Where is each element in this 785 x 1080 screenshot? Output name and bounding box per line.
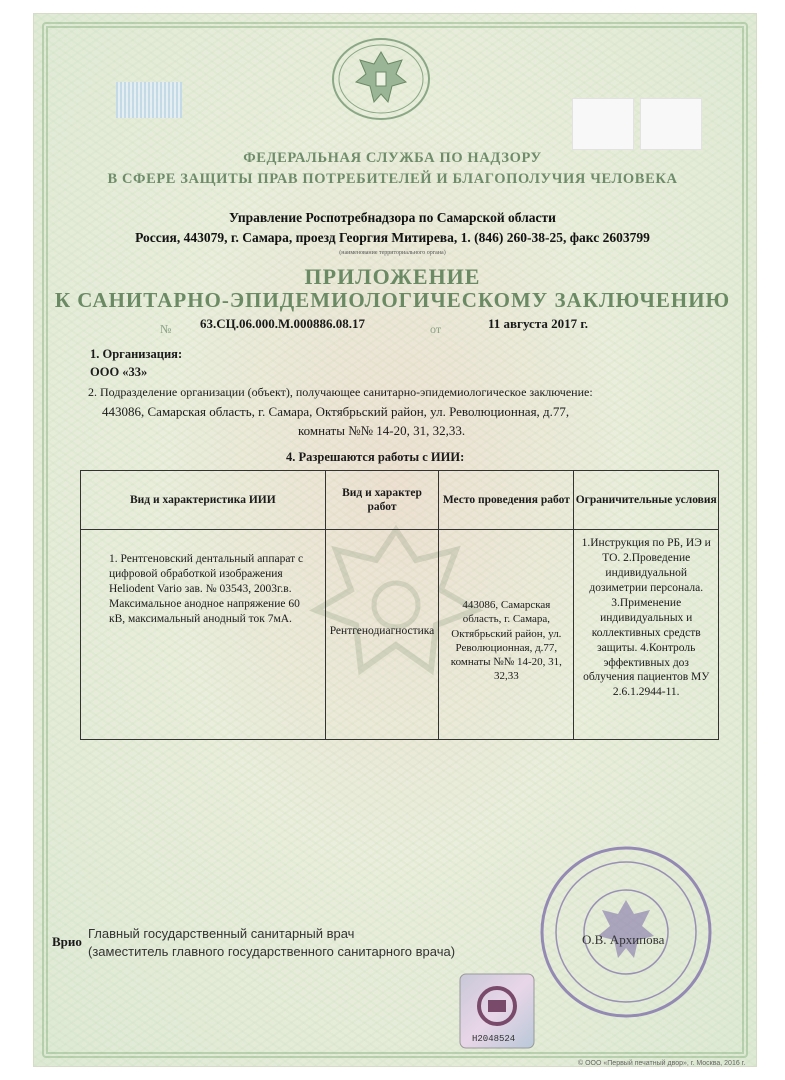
table-row xyxy=(81,530,719,740)
column-header-work-type: Вид и характер работ xyxy=(325,471,439,530)
date-label: от xyxy=(430,322,442,336)
registration-number: 63.СЦ.06.000.М.000886.08.17 xyxy=(200,316,366,331)
registration-date: 11 августа 2017 г. xyxy=(488,316,589,331)
work-type-text: Рентгенодиагностика xyxy=(329,625,435,637)
subdivision-label: 2. Подразделение организации (объект), получающее санитарно-эпидемиологическое заключение: xyxy=(88,385,593,399)
cell-conditions xyxy=(574,530,719,740)
column-header-location: Место проведения работ xyxy=(439,471,574,530)
signatory-name: О.В. Архипова xyxy=(582,932,665,947)
signatory-title: Главный государственный санитарный врач xyxy=(88,926,355,941)
cell-source xyxy=(81,530,326,740)
location-text: 443086, Самарская область, г. Самара, Октябрьский район, ул. Революционная, д.77, комнаты №№ 14-20, 31, 32,33 xyxy=(450,599,562,683)
signatory-subtitle: (заместитель главного государственного санитарного врача) xyxy=(88,944,456,959)
cell-work-type xyxy=(325,530,439,740)
agency-name-line1: ФЕДЕРАЛЬНАЯ СЛУЖБА ПО НАДЗОРУ xyxy=(243,150,542,166)
agency-name-line2: В СФЕРЕ ЗАЩИТЫ ПРАВ ПОТРЕБИТЕЛЕЙ И БЛАГОПОЛУЧИЯ ЧЕЛОВЕКА xyxy=(107,171,678,187)
blank-box xyxy=(572,98,634,150)
subdivision-address-line1: 443086, Самарская область, г. Самара, Октябрьский район, ул. Революционная, д.77, xyxy=(102,404,570,419)
department-address: Россия, 443079, г. Самара, проезд Георгия Митирева, 1. (846) 260-38-25, факс 2603799 xyxy=(135,230,650,245)
organization-name: ООО «33» xyxy=(90,365,148,379)
column-header-conditions: Ограничительные условия xyxy=(574,471,719,530)
department-caption: (наименование территориального органа) xyxy=(339,250,446,256)
works-heading: 4. Разрешаются работы с ИИИ: xyxy=(286,450,465,464)
document-subtitle: К САНИТАРНО-ЭПИДЕМИОЛОГИЧЕСКОМУ ЗАКЛЮЧЕНИЮ xyxy=(54,288,731,312)
printer-footer: © ООО «Первый печатный двор», г. Москва, 2016 г. xyxy=(578,1060,746,1067)
works-table xyxy=(80,470,719,740)
organization-label: 1. Организация: xyxy=(90,347,183,361)
conditions-text: 1.Инструкция по РБ, ИЭ и ТО. 2.Проведение индивидуальной дозиметрии персонала. 3.Применение индивидуальных и коллективных средств защиты. 4.Контроль эффективных доз облучения пациентов МУ 2.6.1.2944-11. xyxy=(581,537,711,699)
acting-label: Врио xyxy=(52,934,82,949)
subdivision-address-line2: комнаты №№ 14-20, 31, 32,33. xyxy=(298,423,466,438)
blank-box xyxy=(640,98,702,150)
cell-location xyxy=(439,530,574,740)
hologram-sticker xyxy=(116,82,182,118)
table-header-row xyxy=(81,471,719,530)
registration-row xyxy=(0,316,785,338)
column-header-source: Вид и характеристика ИИИ xyxy=(81,471,326,530)
source-text: 1. Рентгеновский дентальный аппарат с цифровой обработкой изображения Heliodent Vario зав. № 03543, 2003г.в. Максимальное анодное напряжение 60 кВ, максимальный анодный ток 7мА. xyxy=(109,553,304,625)
coat-of-arms-emblem xyxy=(326,34,436,124)
document-title: ПРИЛОЖЕНИЕ xyxy=(304,264,481,289)
seal-serial: Н2048524 xyxy=(472,1034,516,1044)
number-label: № xyxy=(160,322,172,336)
department-name: Управление Роспотребнадзора по Самарской области xyxy=(229,210,556,225)
